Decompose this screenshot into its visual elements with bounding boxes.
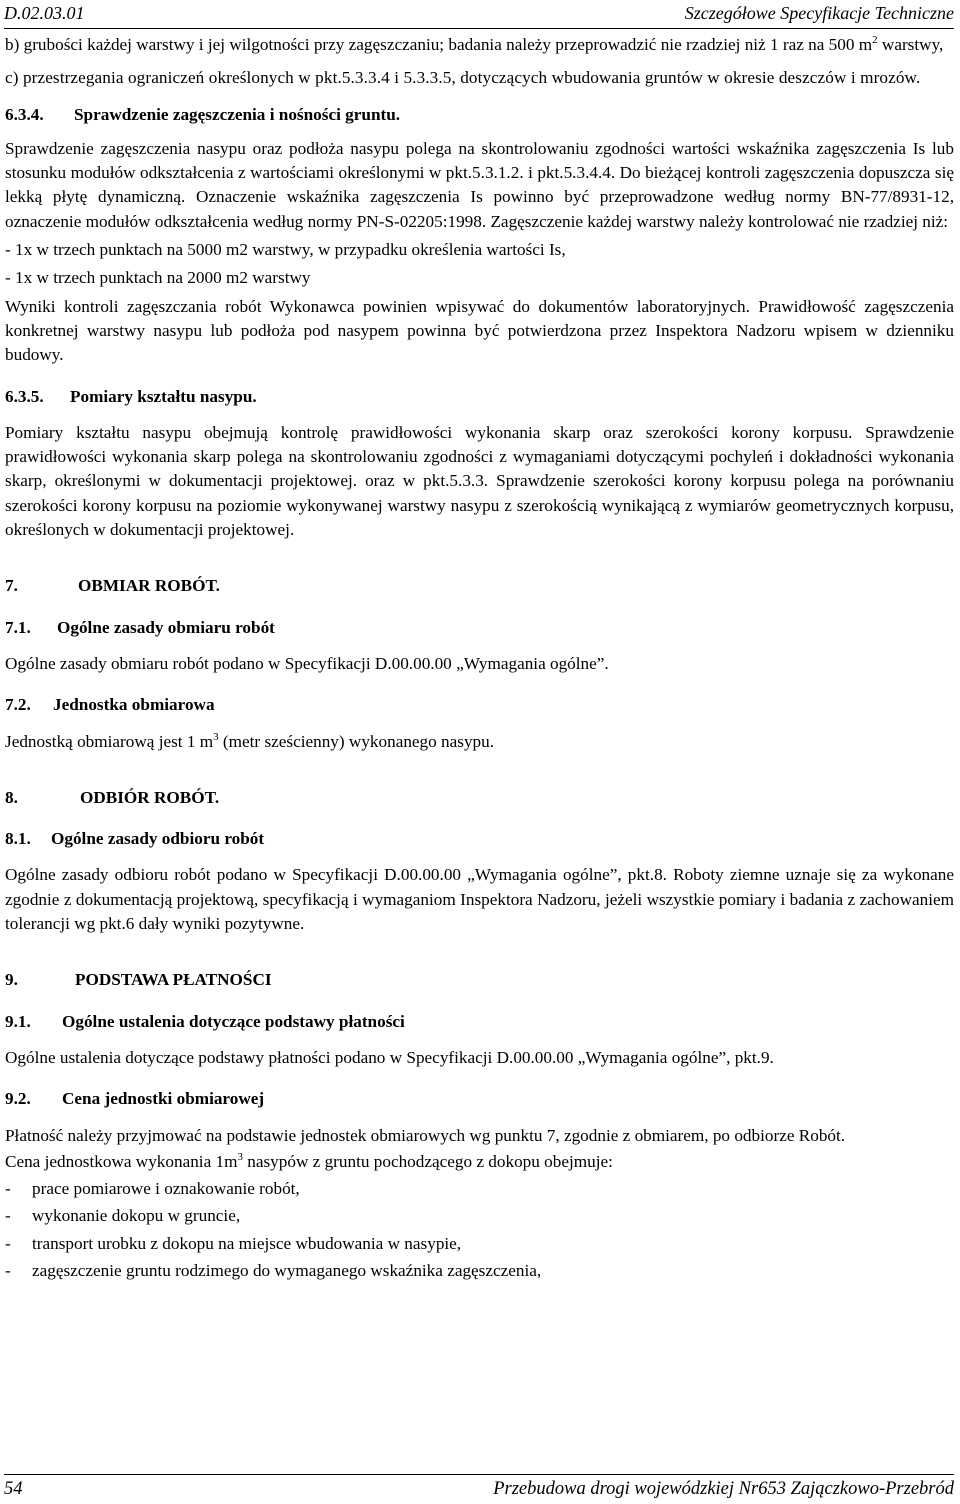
section-heading-7-1: 7.1. Ogólne zasady obmiaru robót [5,617,275,637]
section-heading-9-1: 9.1. Ogólne ustalenia dotyczące podstawy płatności [5,1011,405,1031]
section-8-1-paragraph: Ogólne zasady odbioru robót podano w Specyfikacji D.00.00.00 „Wymagania ogólne”, pkt.8. Roboty ziemne uznaje się za wykonane zgodnie z dokumentacją projektową, specyfikacją i wymaganiom Inspektora Nadzoru, jeżeli wszystkie pomiary i badania z zachowaniem tolerancji wg pkt.6 dały wyniki pozytywne. [5,865,954,934]
section-7-1-paragraph: Ogólne zasady obmiaru robót podano w Specyfikacji D.00.00.00 „Wymagania ogólne”. [5,653,609,673]
list-item: - transport urobku z dokopu na miejsce wbudowania w nasypie, [5,1233,462,1253]
list-item: - wykonanie dokopu w gruncie, [5,1206,241,1226]
document-title: Szczegółowe Specyfikacje Techniczne [684,3,954,23]
list-item: - zagęszczenie gruntu rodzimego do wymaganego wskaźnika zagęszczenia, [5,1260,542,1280]
section-9-2-paragraph: Płatność należy przyjmować na podstawie jednostek obmiarowych wg punktu 7, zgodnie z obmiarem, po odbiorze Robót. [5,1125,846,1145]
section-6-3-4-paragraph-2: Wyniki kontroli zagęszczania robót Wykonawca powinien wpisywać do dokumentów laboratoryjnych. Prawidłowość zagęszczenia konkretnej warstwy nasypu lub podłoża pod nasypem powinna być potwierdzona przez Inspektora Nadzoru wpisem w dzienniku budowy. [5,296,954,365]
page-number: 54 [4,1479,23,1499]
list-item: - 1x w trzech punktach na 5000 m2 warstwy, w przypadku określenia wartości Is, [5,240,566,260]
section-9-1-paragraph: Ogólne ustalenia dotyczące podstawy płatności podano w Specyfikacji D.00.00.00 „Wymagania ogólne”, pkt.9. [5,1047,774,1067]
section-heading-6-3-5: 6.3.5. Pomiary kształtu nasypu. [5,386,257,406]
section-heading-8-1: 8.1. Ogólne zasady odbioru robót [5,829,265,849]
list-item-c: c) przestrzegania ograniczeń określonych w pkt.5.3.3.4 i 5.3.3.5, dotyczących wbudowania gruntów w okresie deszczów i mrozów. [5,68,921,88]
section-heading-8: 8. ODBIÓR ROBÓT. [5,787,220,807]
section-6-3-4-paragraph: Sprawdzenie zagęszczenia nasypu oraz podłoża nasypu polega na skontrolowaniu zgodności wartości wskaźnika zagęszczenia Is lub stosunku modułów odkształcenia z wartościami określonymi w pkt.5.3.1.2. i pkt.5.3.4.4. Do bieżącej kontroli zagęszczenia dopuszcza się lekką płytę dynamiczną. Oznaczenie wskaźnika zagęszczenia Is powinno być przeprowadzone według normy BN-77/8931-12, oznaczenie modułów odkształcenia według normy PN-S-02205:1998. Zagęszczenie każdej warstwy należy kontrolować nie rzadziej niż: [5,138,954,231]
section-6-3-5-paragraph: Pomiary kształtu nasypu obejmują kontrolę prawidłowości wykonania skarp oraz szerokości korony korpusu. Sprawdzenie prawidłowości wykonania skarp polega na skontrolowaniu zgodności z wymaganiami dotyczącymi pochyleń i dokładności wykonania skarp, określonymi w dokumentacji projektowej. oraz w pkt.5.3.3. Sprawdzenie szerokości korony korpusu polega na porównaniu szerokości korony korpusu na poziomie wykonywanej warstwy nasypu z szerokością wynikającą z wymiarów geometrycznych korpusu, określonych w dokumentacji projektowej. [5,422,954,540]
page-content [5,31,954,1283]
page-footer [4,1474,954,1503]
list-item-b: b) grubości każdej warstwy i jej wilgotności przy zagęszczaniu; badania należy przeprowadzić nie rzadziej niż 1 raz na 500 $m^2$ warstwy, [5,34,944,54]
section-heading-6-3-4: 6.3.4. Sprawdzenie zagęszczenia i nośności gruntu. [5,104,401,124]
section-heading-9: 9. PODSTAWA PŁATNOŚCI [5,970,272,990]
document-code: D.02.03.01 [4,3,85,23]
section-7-2-paragraph: Jednostką obmiarową jest 1 $m^3$ (metr sześcienny) wykonanego nasypu. [5,730,495,751]
section-heading-9-2: 9.2. Cena jednostki obmiarowej [5,1089,265,1109]
section-heading-7: 7. OBMIAR ROBÓT. [5,576,220,596]
list-item: - 1x w trzech punktach na 2000 m2 warstwy [5,268,311,288]
section-heading-7-2: 7.2. Jednostka obmiarowa [5,695,215,715]
footer-title: Przebudowa drogi wojewódzkiej Nr653 Zajączkowo-Przebród [493,1479,954,1499]
list-item: - prace pomiarowe i oznakowanie robót, [5,1179,300,1199]
section-9-2-paragraph-2: Cena jednostkowa wykonania $1m^3$ nasypów z gruntu pochodzącego z dokopu obejmuje: [5,1150,613,1171]
page-header [4,0,954,29]
